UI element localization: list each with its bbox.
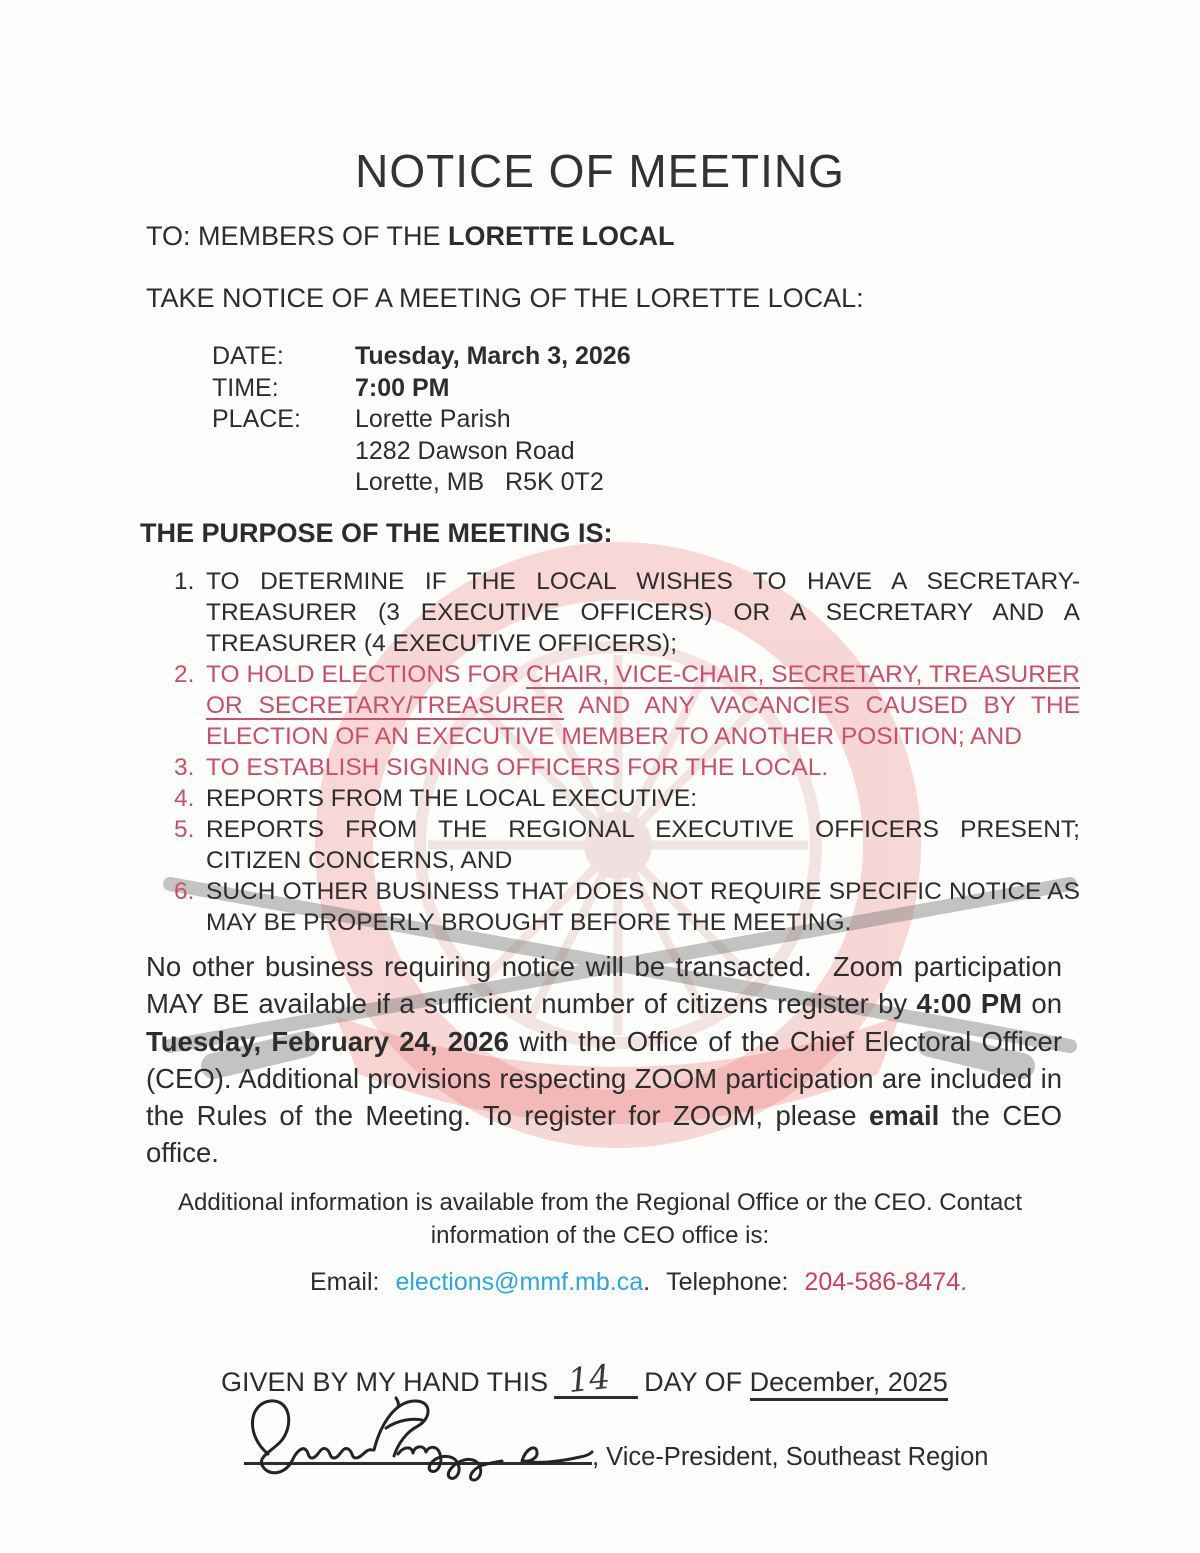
agenda-item-2-post: AND ANY VACANCIES CAUSED BY THE ELECTION OF AN EXECUTIVE MEMBER TO ANOTHER POSITION; AND [206,692,1080,750]
agenda-item-text: SUCH OTHER BUSINESS THAT DOES NOT REQUIRE SPECIFIC NOTICE AS MAY BE PROPERLY BROUGHT BEFORE THE MEETING. [206,878,1080,936]
agenda-item-5 [140,814,1080,876]
spacer-cell [212,436,355,468]
handwritten-signature [236,1388,602,1488]
agenda-item-text: TO DETERMINE IF THE LOCAL WISHES TO HAVE A SECRETARY- TREASURER (3 EXECUTIVE OFFICERS) OR A SECRETARY AND A TREASURER (4 EXECUTIVE OFFICERS); [206,568,1080,657]
agenda-item-text: REPORTS FROM THE REGIONAL EXECUTIVE OFFICERS PRESENT; CITIZEN CONCERNS, AND [206,816,1080,874]
agenda-item-1 [140,566,1080,659]
place-label: PLACE: [212,405,301,433]
spacer-cell [212,467,355,499]
telephone-label: Telephone: [666,1268,789,1296]
agenda-item-number: 1. [174,568,195,595]
place-city-postal: Lorette, MB R5K 0T2 [355,468,604,496]
zoom-deadline-date: Tuesday, February 24, 2026 [146,1025,509,1057]
signature-line [244,1398,592,1465]
contact-line [310,1268,967,1297]
agenda-item-2-pre: TO HOLD ELECTIONS FOR [206,661,526,688]
given-middle: DAY OF [644,1367,743,1397]
given-prefix: GIVEN BY MY HAND THIS [221,1367,549,1397]
place-street: 1282 Dawson Road [355,436,575,465]
zoom-par-seg: on [1022,988,1062,1020]
signatory-title: , Vice-President, Southeast Region [592,1443,989,1471]
agenda-item-text [206,661,1080,750]
email-period: . [643,1268,651,1296]
agenda-item-number: 6. [174,878,195,905]
time-value: 7:00 PM [355,373,450,402]
agenda-item-3 [140,752,1080,783]
zoom-par-seg: with the Office of the Chief Electoral Officer (CEO). Additional provisions respecting ZOOM participation are included in the Rules of the Meeting. To register for ZOOM, please [146,1025,1062,1132]
purpose-heading: THE PURPOSE OF THE MEETING IS: [140,518,613,548]
agenda-item-text: TO ESTABLISH SIGNING OFFICERS FOR THE LOCAL. [206,754,829,781]
email-label: Email: [310,1268,380,1296]
zoom-deadline-time: 4:00 PM [916,988,1023,1020]
handwritten-day: 14 [566,1356,613,1401]
agenda-item-number: 3. [174,754,195,781]
given-date: December, 2025 [750,1367,948,1401]
agenda-item-2 [140,659,1080,752]
agenda-item-2-underlined-positions: CHAIR, VICE-CHAIR, SECRETARY, TREASURER OR SECRETARY/TREASURER [206,661,1080,719]
agenda-item-6 [140,876,1080,938]
zoom-email-emphasis: email [868,1100,940,1132]
to-line-prefix: TO: MEMBERS OF THE [146,221,449,251]
to-line-local-name: LORETTE LOCAL [448,221,675,251]
to-line [146,221,675,252]
telephone-period: . [960,1268,968,1296]
zoom-par-seg: No other business requiring notice will be transacted. Zoom participation MAY BE available if a sufficient number of citizens register by [146,951,1062,1020]
page-title: NOTICE OF MEETING [355,145,845,197]
place-venue: Lorette Parish [355,405,511,433]
telephone-number: 204-586-8474 [804,1268,961,1296]
agenda-list [140,566,1080,938]
zoom-par-seg: the CEO office. [146,1100,1062,1169]
email-link[interactable]: elections@mmf.mb.ca [395,1268,644,1296]
agenda-item-text: REPORTS FROM THE LOCAL EXECUTIVE: [206,785,698,812]
time-label: TIME: [212,373,279,402]
agenda-item-number: 2. [174,661,195,688]
agenda-item-4 [140,783,1080,814]
meeting-details [212,341,631,499]
agenda-item-number: 4. [174,785,195,812]
zoom-participation-paragraph [146,948,1062,1172]
additional-info-paragraph: Additional information is available from the Regional Office or the CEO. Contact information of the CEO office is: [178,1189,1022,1249]
agenda-item-number: 5. [174,816,195,843]
date-value: Tuesday, March 3, 2026 [355,342,631,370]
date-label: DATE: [212,342,284,370]
take-notice-line: TAKE NOTICE OF A MEETING OF THE LORETTE LOCAL: [146,283,864,313]
signature-row [244,1398,989,1471]
